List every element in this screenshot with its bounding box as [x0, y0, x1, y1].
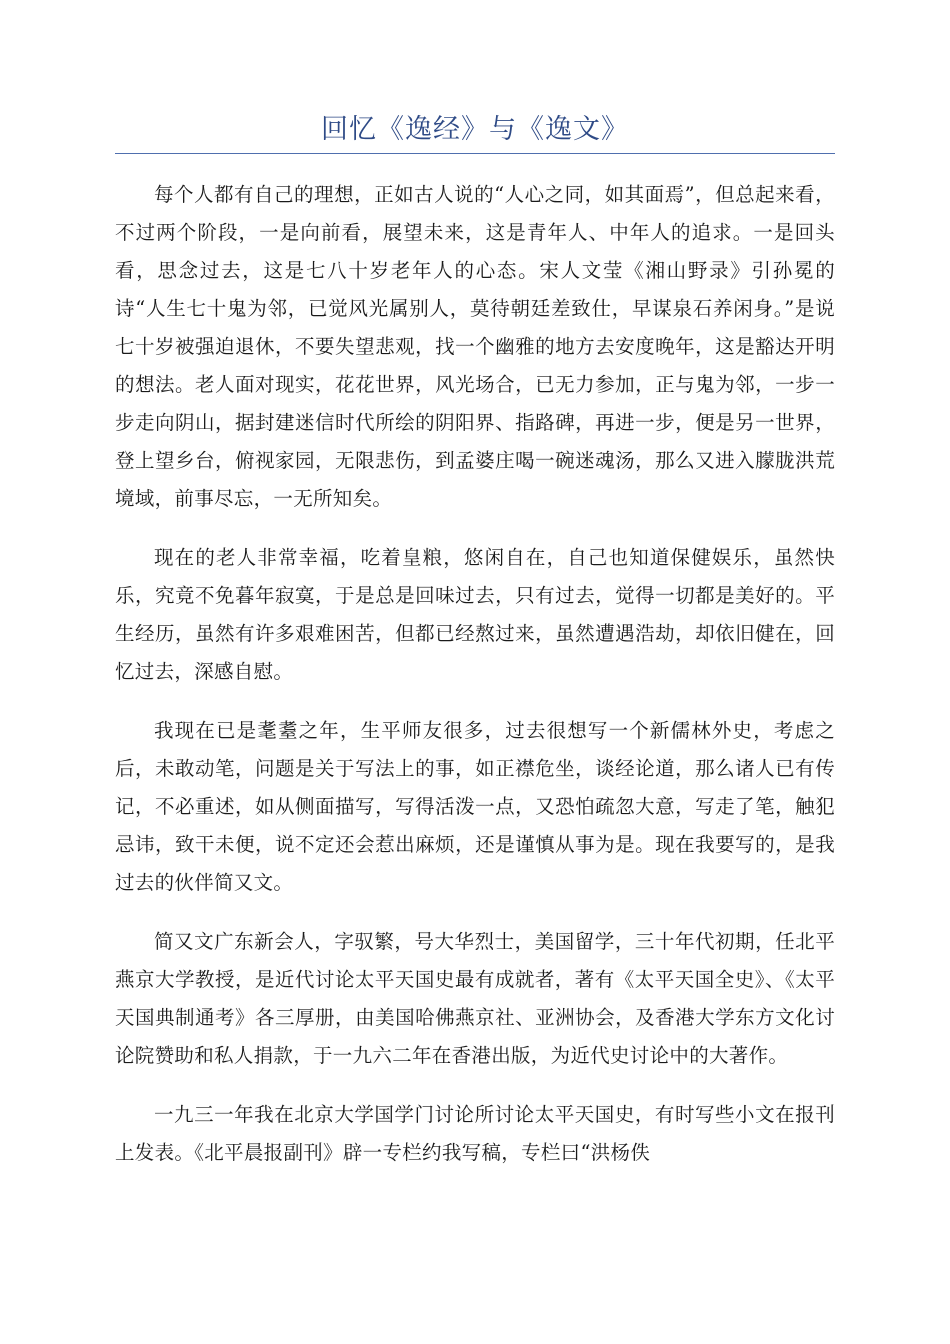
document-title: 回忆《逸经》与《逸文》	[321, 114, 629, 145]
title-underline-rule	[115, 153, 835, 154]
paragraph-1: 每个人都有自己的理想，正如古人说的“人心之同，如其面焉”，但总起来看，不过两个阶段，一是向前看，展望未来，这是青年人、中年人的追求。一是回头看，思念过去，这是七八十岁老年人的心态。宋人文莹《湘山野录》引孙冕的诗“人生七十鬼为邻，已觉风光属别人，莫待朝廷差致仕，早谋泉石养闲身。”是说七十岁被强迫退休，不要失望悲观，找一个幽雅的地方去安度晚年，这是豁达开明的想法。老人面对现实，花花世界，风光场合，已无力参加，正与鬼为邻，一步一步走向阴山，据封建迷信时代所绘的阴阳界、指路碑，再进一步，便是另一世界，登上望乡台，俯视家园，无限悲伤，到孟婆庄喝一碗迷魂汤，那么又进入朦胧洪荒境域，前事尽忘，一无所知矣。	[115, 183, 835, 510]
paragraph-2: 现在的老人非常幸福，吃着皇粮，悠闲自在，自己也知道保健娱乐，虽然快乐，究竟不免暮年寂寞，于是总是回味过去，只有过去，觉得一切都是美好的。平生经历，虽然有许多艰难困苦，但都已经熬过来，虽然遭遇浩劫，却依旧健在，回忆过去，深感自慰。	[115, 546, 835, 683]
paragraph-3: 我现在已是耄耋之年，生平师友很多，过去很想写一个新儒林外史，考虑之后，未敢动笔，问题是关于写法上的事，如正襟危坐，谈经论道，那么诸人已有传记，不必重述，如从侧面描写，写得活泼一点，又恐怕疏忽大意，写走了笔，触犯忌讳，致干未便，说不定还会惹出麻烦，还是谨慎从事为是。现在我要写的，是我过去的伙伴简又文。	[115, 719, 835, 894]
document-body	[115, 176, 835, 1193]
paragraph-4: 简又文广东新会人，字驭繁，号大华烈士，美国留学，三十年代初期，任北平燕京大学教授，是近代讨论太平天国史最有成就者，著有《太平天国全史》、《太平天国典制通考》各三厚册，由美国哈佛燕京社、亚洲协会，及香港大学东方文化讨论院赞助和私人捐款，于一九六二年在香港出版，为近代史讨论中的大著作。	[115, 930, 835, 1067]
paragraph-5: 一九三一年我在北京大学国学门讨论所讨论太平天国史，有时写些小文在报刊上发表。《北平晨报副刊》辟一专栏约我写稿，专栏曰“洪杨佚	[115, 1103, 835, 1164]
